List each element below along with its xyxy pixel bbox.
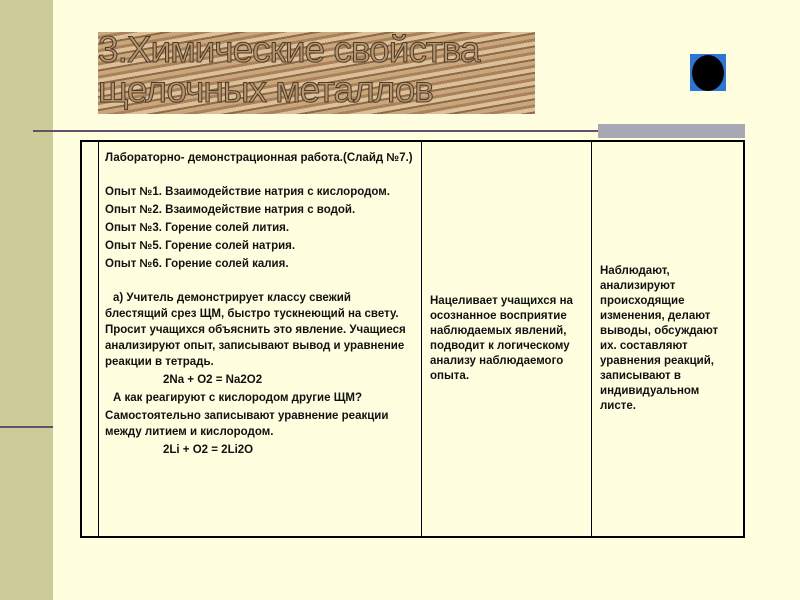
- intro-text: Лабораторно- демонстрационная работа.(Слайд №7.): [105, 152, 413, 164]
- table-cell-empty: [82, 142, 99, 536]
- experiment-item: Опыт №2. Взаимодействие натрия с водой.: [105, 204, 356, 216]
- lesson-table: [80, 140, 745, 538]
- question-text: А как реагируют с кислородом другие ЩМ?: [113, 392, 363, 404]
- experiment-item: Опыт №3. Горение солей лития.: [105, 222, 290, 234]
- action-button[interactable]: [690, 54, 726, 91]
- student-activity-text: Наблюдают, анализируют происходящие изменения, делают выводы, обсуждают их. составляют уравнения реакций, записывают в индивидуальном листе.: [600, 265, 719, 412]
- equation-1: 2Na + O2 = Na2O2: [163, 374, 263, 386]
- left-stripe: [0, 0, 53, 600]
- slide-title: 3.Химические свойства щелочных металлов: [98, 29, 480, 110]
- task-text: Самостоятельно записывают уравнение реакции между литием и кислородом.: [105, 410, 389, 438]
- experiment-item: Опыт №5. Горение солей натрия.: [105, 240, 296, 252]
- experiment-item: Опыт №6. Горение солей калия.: [105, 258, 289, 270]
- circle-icon: [692, 55, 724, 91]
- equation-2: 2Li + O2 = 2Li2O: [163, 444, 254, 456]
- paragraph-text: а) Учитель демонстрирует классу свежий блестящий срез ЩМ, быстро тускнеющий на свету. Просит учащихся объяснить это явление. Учащиеся анализируют опыт, записывают вывод и уравнение реакции в тетрадь.: [105, 292, 406, 368]
- experiment-item: Опыт №1. Взаимодействие натрия с кислородом.: [105, 186, 390, 198]
- table-cell-teacher-content: [99, 142, 422, 536]
- decorative-bar: [598, 124, 745, 138]
- divider: [0, 426, 53, 428]
- table-cell-teacher-activity: [422, 142, 592, 536]
- teacher-activity-text: Нацеливает учащихся на осознанное восприятие наблюдаемых явлений, подводит к логическому анализу наблюдаемого опыта.: [430, 295, 573, 382]
- table-cell-student-activity: [592, 142, 743, 536]
